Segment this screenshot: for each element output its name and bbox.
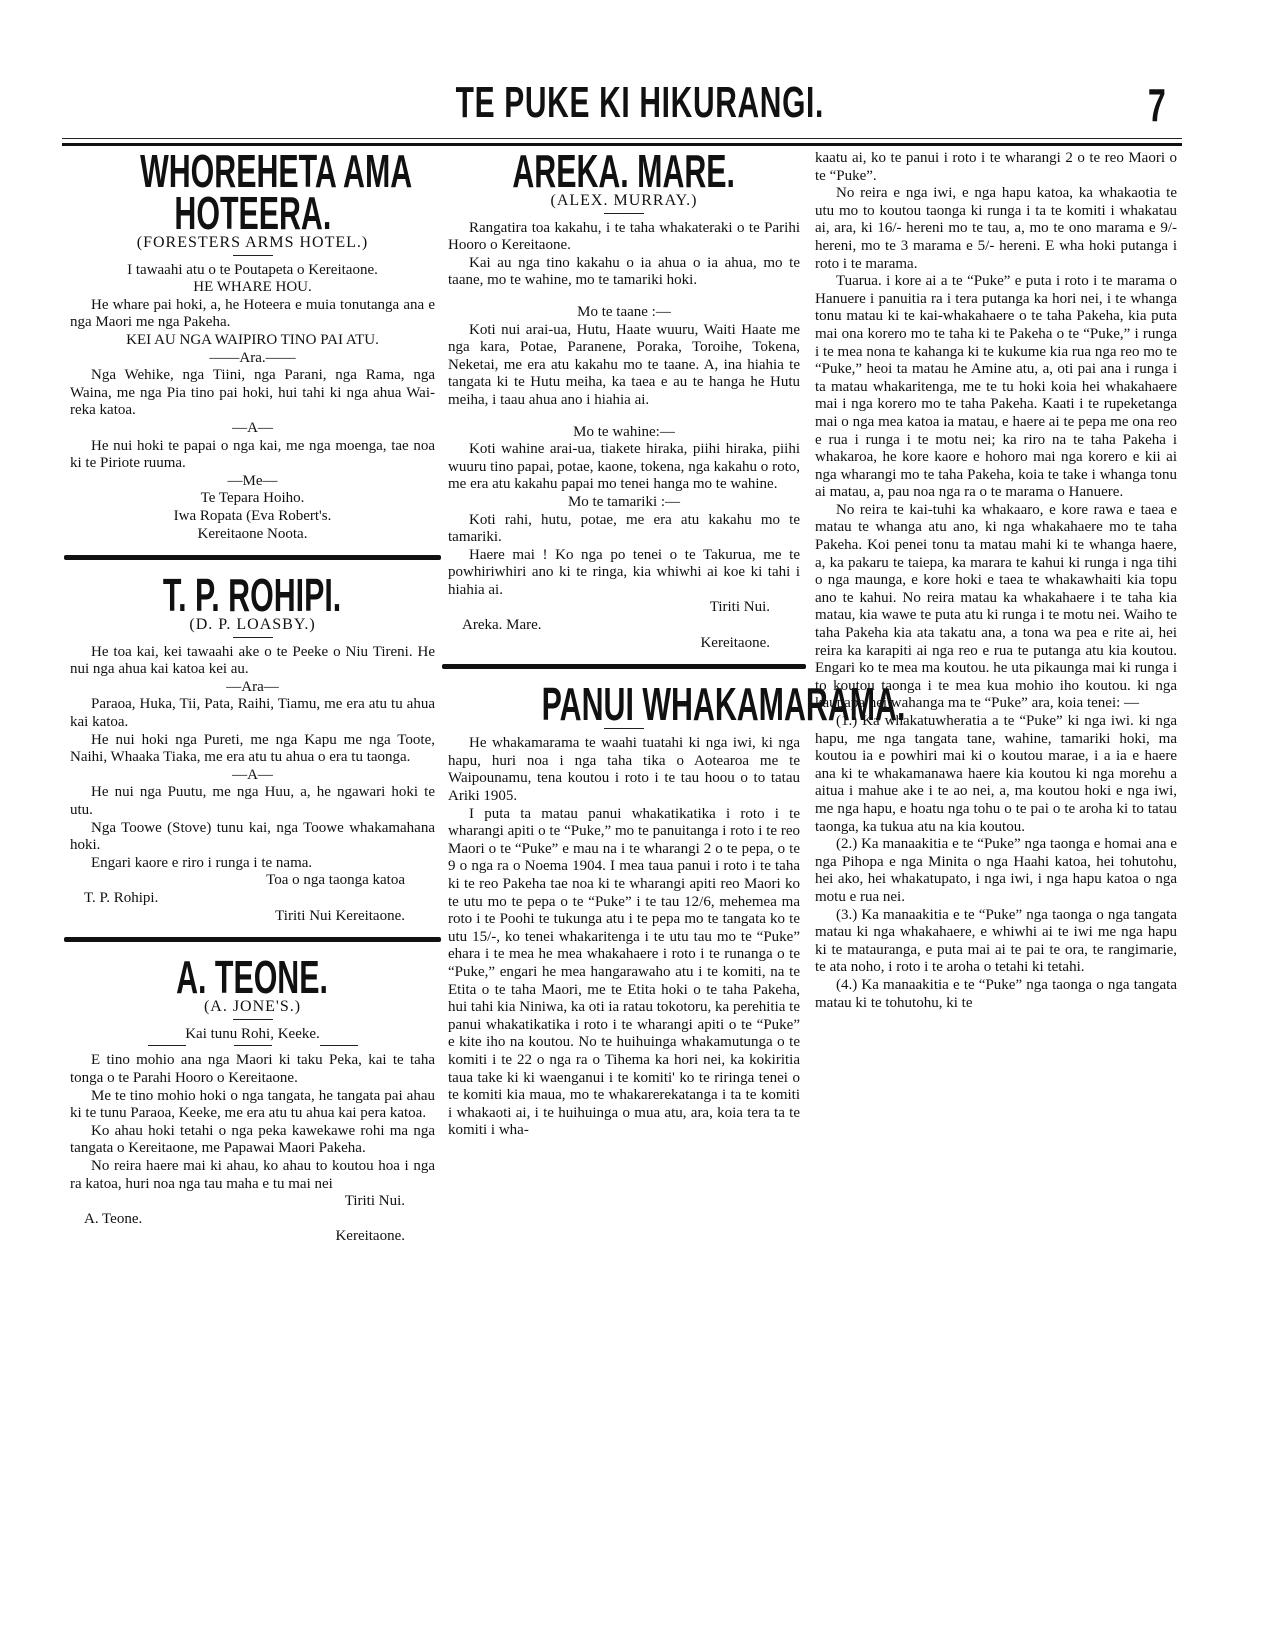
spacer [448,410,800,424]
short-rule [604,213,644,214]
signature-line: Toa o nga taonga katoa [266,872,405,889]
centered-line: Mo te taane :— [577,303,671,320]
signature-line: Tiriti Nui Kereitaone. [275,907,405,924]
headline-text: HOTEERA. [174,187,331,239]
page-number: 7 [1148,79,1167,131]
short-rule [233,1019,273,1020]
headline [70,145,435,197]
column-3 [815,150,1177,1012]
centered-line: —A— [232,766,273,783]
centered-line: KEI AU NGA WAIPIRO TINO PAI ATU. [126,331,379,348]
headline-text: WHOREHETA AMA [140,145,413,197]
paragraph: Me te tino mohio hoki o nga tangata, he tangata pai ahau ki te tunu Paraoa, Keeke, me era atu tu ahua kai pera katoa. [70,1087,435,1122]
paragraph: Tuarua. i kore ai a te “Puke” e puta i roto i te marama o Hanuere i panuitia ra i tera putanga ka hori nei, i te whanga tonu matau ki te kai-whakahaere o te taha Pakeha, kia puta mai ona korero mo te taha ki te Pakeha o te “Puke,” i runga i te mea nona te kahanga ki te kukume kia rua nga reo mo te “Puke,” heoi ta matau he Amine atu, a, oti pai ana i runga i ta matau whakaritenga, me te tu hoki koia hei whakahaere mai i nga korero mo te taha Pakeha. Kaati i te rupeketanga mai o nga mea katoa ia matau, e haere ai te pepa me ona reo e rua i runga i te motu nei; ka riro na te taha Pakeha i whakaroa, he kore kaore e hohoro mai nga korero e kii ai nga wharangi mo te taha Pakeha, koia te take i whanga tonu ai matau, a, pau noa nga ra o te marama o Hanuere. [815,273,1177,501]
headline-text: A. TEONE. [176,951,329,1004]
centered-line: ——Ara.—— [209,349,296,366]
paragraph: kaatu ai, ko te panui i roto i te wharangi 2 o te reo Maori o te “Puke”. [815,150,1177,184]
paragraph: No reira haere mai ki ahau, ko ahau to koutou hoa i nga ra katoa, huri noa nga tau maha e tu mai nei [70,1157,435,1192]
paragraph: He whakamarama te waahi tuatahi ki nga iwi, ki nga hapu, huri noa i nga taha tika o Aotearoa me te Waipounamu, tena koutou i roto i te tau hoou o to tatau Ariki 1905. [448,735,800,805]
paragraph: Paraoa, Huka, Tii, Pata, Raihi, Tiamu, me era atu tu ahua kai katoa. [70,696,435,731]
newspaper-title: TE PUKE KI HIKURANGI. [455,78,825,127]
paragraph: Engari kaore e riro i runga i te nama. [91,854,313,871]
headline-text: AREKA. MARE. [512,145,736,197]
short-rule [148,1045,186,1046]
headline [70,187,435,239]
paragraph: Nga Wehike, nga Tiini, nga Parani, nga Rama, nga Waina, me nga Pia tino pai hoki, hui tahi ki nga ahua Wai-reka katoa. [70,367,435,419]
headline-text: T. P. ROHIPI. [163,569,342,622]
headline [70,951,435,1004]
headline [448,145,800,197]
signature-line: Kereitaone. [335,1228,405,1245]
signature-line: Tiriti Nui. [344,1193,405,1210]
paragraph: He nui hoki nga Pureti, me nga Kapu me nga Toote, Naihi, Whaaka Tiaka, me era atu tu ahua o era tu taonga. [70,731,435,766]
paragraph: He nui hoki te papai o nga kai, me nga moenga, tae noa ki te Piriote ruuma. [70,437,435,472]
signature-line: Areka. Mare. [462,617,542,634]
centered-line: Mo te tamariki :— [567,493,681,510]
paragraph: (2.) Ka manaakitia e te “Puke” nga taonga e homai ana e nga Pihopa e nga Minita o nga Haahi katoa, hei tohutohu, hei ako, hei whakatupato, i nga iwi, i nga hapu katoa o nga motu e rua nei. [815,836,1177,905]
centered-line: —Ara— [226,678,279,695]
section-divider [442,664,806,669]
centered-line: I tawaahi atu o te Poutapeta o Kereitaone. [127,261,378,278]
signature-line: T. P. Rohipi. [84,890,159,906]
paragraph: Koti nui arai-ua, Hutu, Haate wuuru, Waiti Haate me nga kara, Potae, Paranene, Poraka, Toroihe, Tokena, Neketai, me era atu kakahu mo te taane. A, ina hiahia te tangata ki te Hutu meiha, ka taea e au te hanga he Hutu meiha, i taau ahua ano i hiahia ai. [448,321,800,408]
paragraph: I puta ta matau panui whakatikatika i roto i te wharangi apiti o te “Puke,” mo te panuitanga i roto i te reo Maori o te “Puke” e mau na i te wharangi 2 o te pepa, o te 9 o nga ra o Noema 1904. I mea taua panui i roto i te taha ki te reo Pakeha tae noa ki te wharangi apiti reo Maori ko te utu mo te pepa o te “Puke” i te tau 12/6, mehemea ma roto i te Poohi te tukunga atu i te pepa mo te tangata ko te utu 15/-, ko tenei whakaritenga i te utu tau mo te “Puke” ehara i te mea he mea whakahaere i roto i te runanga o te “Puke,” engari he mea hangarawaho atu i te komiti, na te Etita o te taha Maori, me te Etita hoki o te taha Pakeha, hui tahi kia Niniwa, ka oti ia ratau tokotoru, ka perehitia te panui whakatikatika i roto i te wharangi apiti o te “Puke” e kite iho na koutou. No te huihuinga whakamutunga o te komiti i te 22 o nga ra o Tihema ka hori nei, ka kokiritia taua take ki ki waenganui i te komiti' ko te riringa tenei o te komiti kia maua, mo te whakarerekatanga i ta te komiti i whakaoti ai, i te huihuinga o mua atu, ara, koia tera ta te komiti i wha- [448,805,800,1139]
subheading: (ALEX. MURRAY.) [550,192,698,209]
centered-line: Mo te wahine:— [573,423,675,440]
masthead-rule [62,138,1182,139]
signature-line: Kereitaone. [700,634,770,651]
centered-line: HE WHARE HOU. [193,279,312,296]
subheading: (A. JONE'S.) [203,998,302,1016]
centered-line: Kai tunu Rohi, Keeke. [185,1025,320,1042]
paragraph: Koti wahine arai-ua, tiakete hiraka, piihi hiraka, piihi wuuru tino papai, potae, kaone, tokena, nga kakahu o roto, me era atu kakahu papai mo tenei hanga mo te wahine. [448,441,800,493]
section-divider [64,937,441,942]
paragraph: No reira te kai-tuhi ka whakaaro, e kore rawa e taea e matau te whanga atu ano, ki nga whakahaere mo te taha Pakeha. Koi penei tonu ta matau mahi ki te whanga haere, a, ka pakaru te taiepa, ka marara te kahui ki runga i nga tihi o nga maunga, e kore hoki e taea te whakawhaiti kia topu ano te kahui. No reira matau ka whakahaere i te taha kia matau, kia wawe te puta atu ki runga i te motu nei. Waiho te taha Pakeha kia ata takatu ana, a tona wa pea e rite ai, hei reira ka karapiti ai nga reo e rua te putanga atu kia koutou. Engari ko te mea ma koutou. he uta pikaunga mai ki runga i to koutou taonga i te mea kua mohio iho koutou. ki nga kaupapa hei wahanga ma te “Puke” ara, koia tenei: — [815,501,1177,712]
centered-line: Te Tepara Hoiho. [200,490,305,507]
paragraph: (3.) Ka manaakitia e te “Puke” nga taonga o nga tangata matau ki nga whakahaere, e whiwhi ai te iwi me nga hapu ki te matauranga, e puta mai ai te pai te ora, te rangimarie, te ata noho, i roto i te aroha o tetahi ki tetahi. [815,906,1177,976]
spacer [448,290,800,304]
centered-line: Iwa Ropata (Eva Robert's. [173,507,332,524]
paragraph: E tino mohio ana nga Maori ki taku Peka, kai te taha tonga o te Parahi Hooro o Kereitaone. [70,1052,435,1086]
short-rules [70,1045,435,1046]
masthead [0,78,1280,138]
centered-line: —Me— [227,472,278,489]
paragraph: He toa kai, kei tawaahi ake o te Peeke o Niu Tireni. He nui nga ahua kai katoa kei au. [70,643,435,678]
short-rule [233,255,273,256]
paragraph: Haere mai ! Ko nga po tenei o te Takurua, me te powhiriwhiri ano ki te ringa, kia whiwhi ai koe ki tahi i hiahia ai. [448,546,800,598]
headline [448,678,906,731]
signature-line: A. Teone. [84,1210,143,1227]
short-rule [233,637,273,638]
paragraph: Koti rahi, hutu, potae, me era atu kakahu mo te tamariki. [448,511,800,546]
subheading: (FORESTERS ARMS HOTEL.) [136,234,369,251]
paragraph: Rangatira toa kakahu, i te taha whakateraki o te Parihi Hooro o Kereitaone. [448,219,800,254]
centered-line: Kereitaone Noota. [197,525,308,542]
paragraph: (4.) Ka manaakitia e te “Puke” nga taonga o nga tangata matau ki te tohutohu, ki te [815,976,1177,1011]
paragraph: He nui nga Puutu, me nga Huu, a, he ngawari hoki te utu. [70,784,435,819]
column-1 [70,145,435,1246]
headline-text: PANUI WHAKAMARAMA. [541,678,906,731]
paragraph: Nga Toowe (Stove) tunu kai, nga Toowe whakamahana hoki. [70,819,435,854]
short-rule [234,1045,272,1046]
paragraph: No reira e nga iwi, e nga hapu katoa, ka whakaotia te utu mo to koutou taonga ki runga i ta te komiti i whakatau ai, ara, ki 16/- hereni mo te tau, a, mo te ono marama e 9/- hereni, mo te 3 marama e 5/- hereni. E wha hoki putanga i roto i te marama. [815,185,1177,272]
signature-line: Tiriti Nui. [709,599,770,616]
paragraph: He whare pai hoki, a, he Hoteera e muia tonutanga ana e nga Maori me nga Pakeha. [70,296,435,331]
headline [70,569,435,622]
paragraph: Kai au nga tino kakahu o ia ahua o ia ahua, mo te taane, mo te wahine, mo te tamariki hoki. [448,254,800,289]
paragraph: Ko ahau hoki tetahi o nga peka kawekawe rohi ma nga tangata o Kereitaone, me Papawai Maori Pakeha. [70,1122,435,1157]
short-rule [320,1045,358,1046]
subheading: (D. P. LOASBY.) [189,616,316,634]
centered-line: —A— [232,419,273,436]
paragraph: (1.) Ka whakatuwheratia a te “Puke” ki nga iwi. ki nga hapu, me nga tangata tane, wahine, tamariki hoki, ma koutou ia e powhiri mai ki o koutou marae, i a ia e haere ana ki te whakamanawa haere kia koutou ki nga morehu a aitua i mahue ake i te ao nei, a, ma koutou hoki e nga iwi, me nga hapu, e hoatu nga tohu o te pai o te aroha ki to tatau taonga, ka tukua atu na kia koutou. [815,713,1177,835]
column-2 [448,145,906,1140]
section-divider [64,555,441,560]
